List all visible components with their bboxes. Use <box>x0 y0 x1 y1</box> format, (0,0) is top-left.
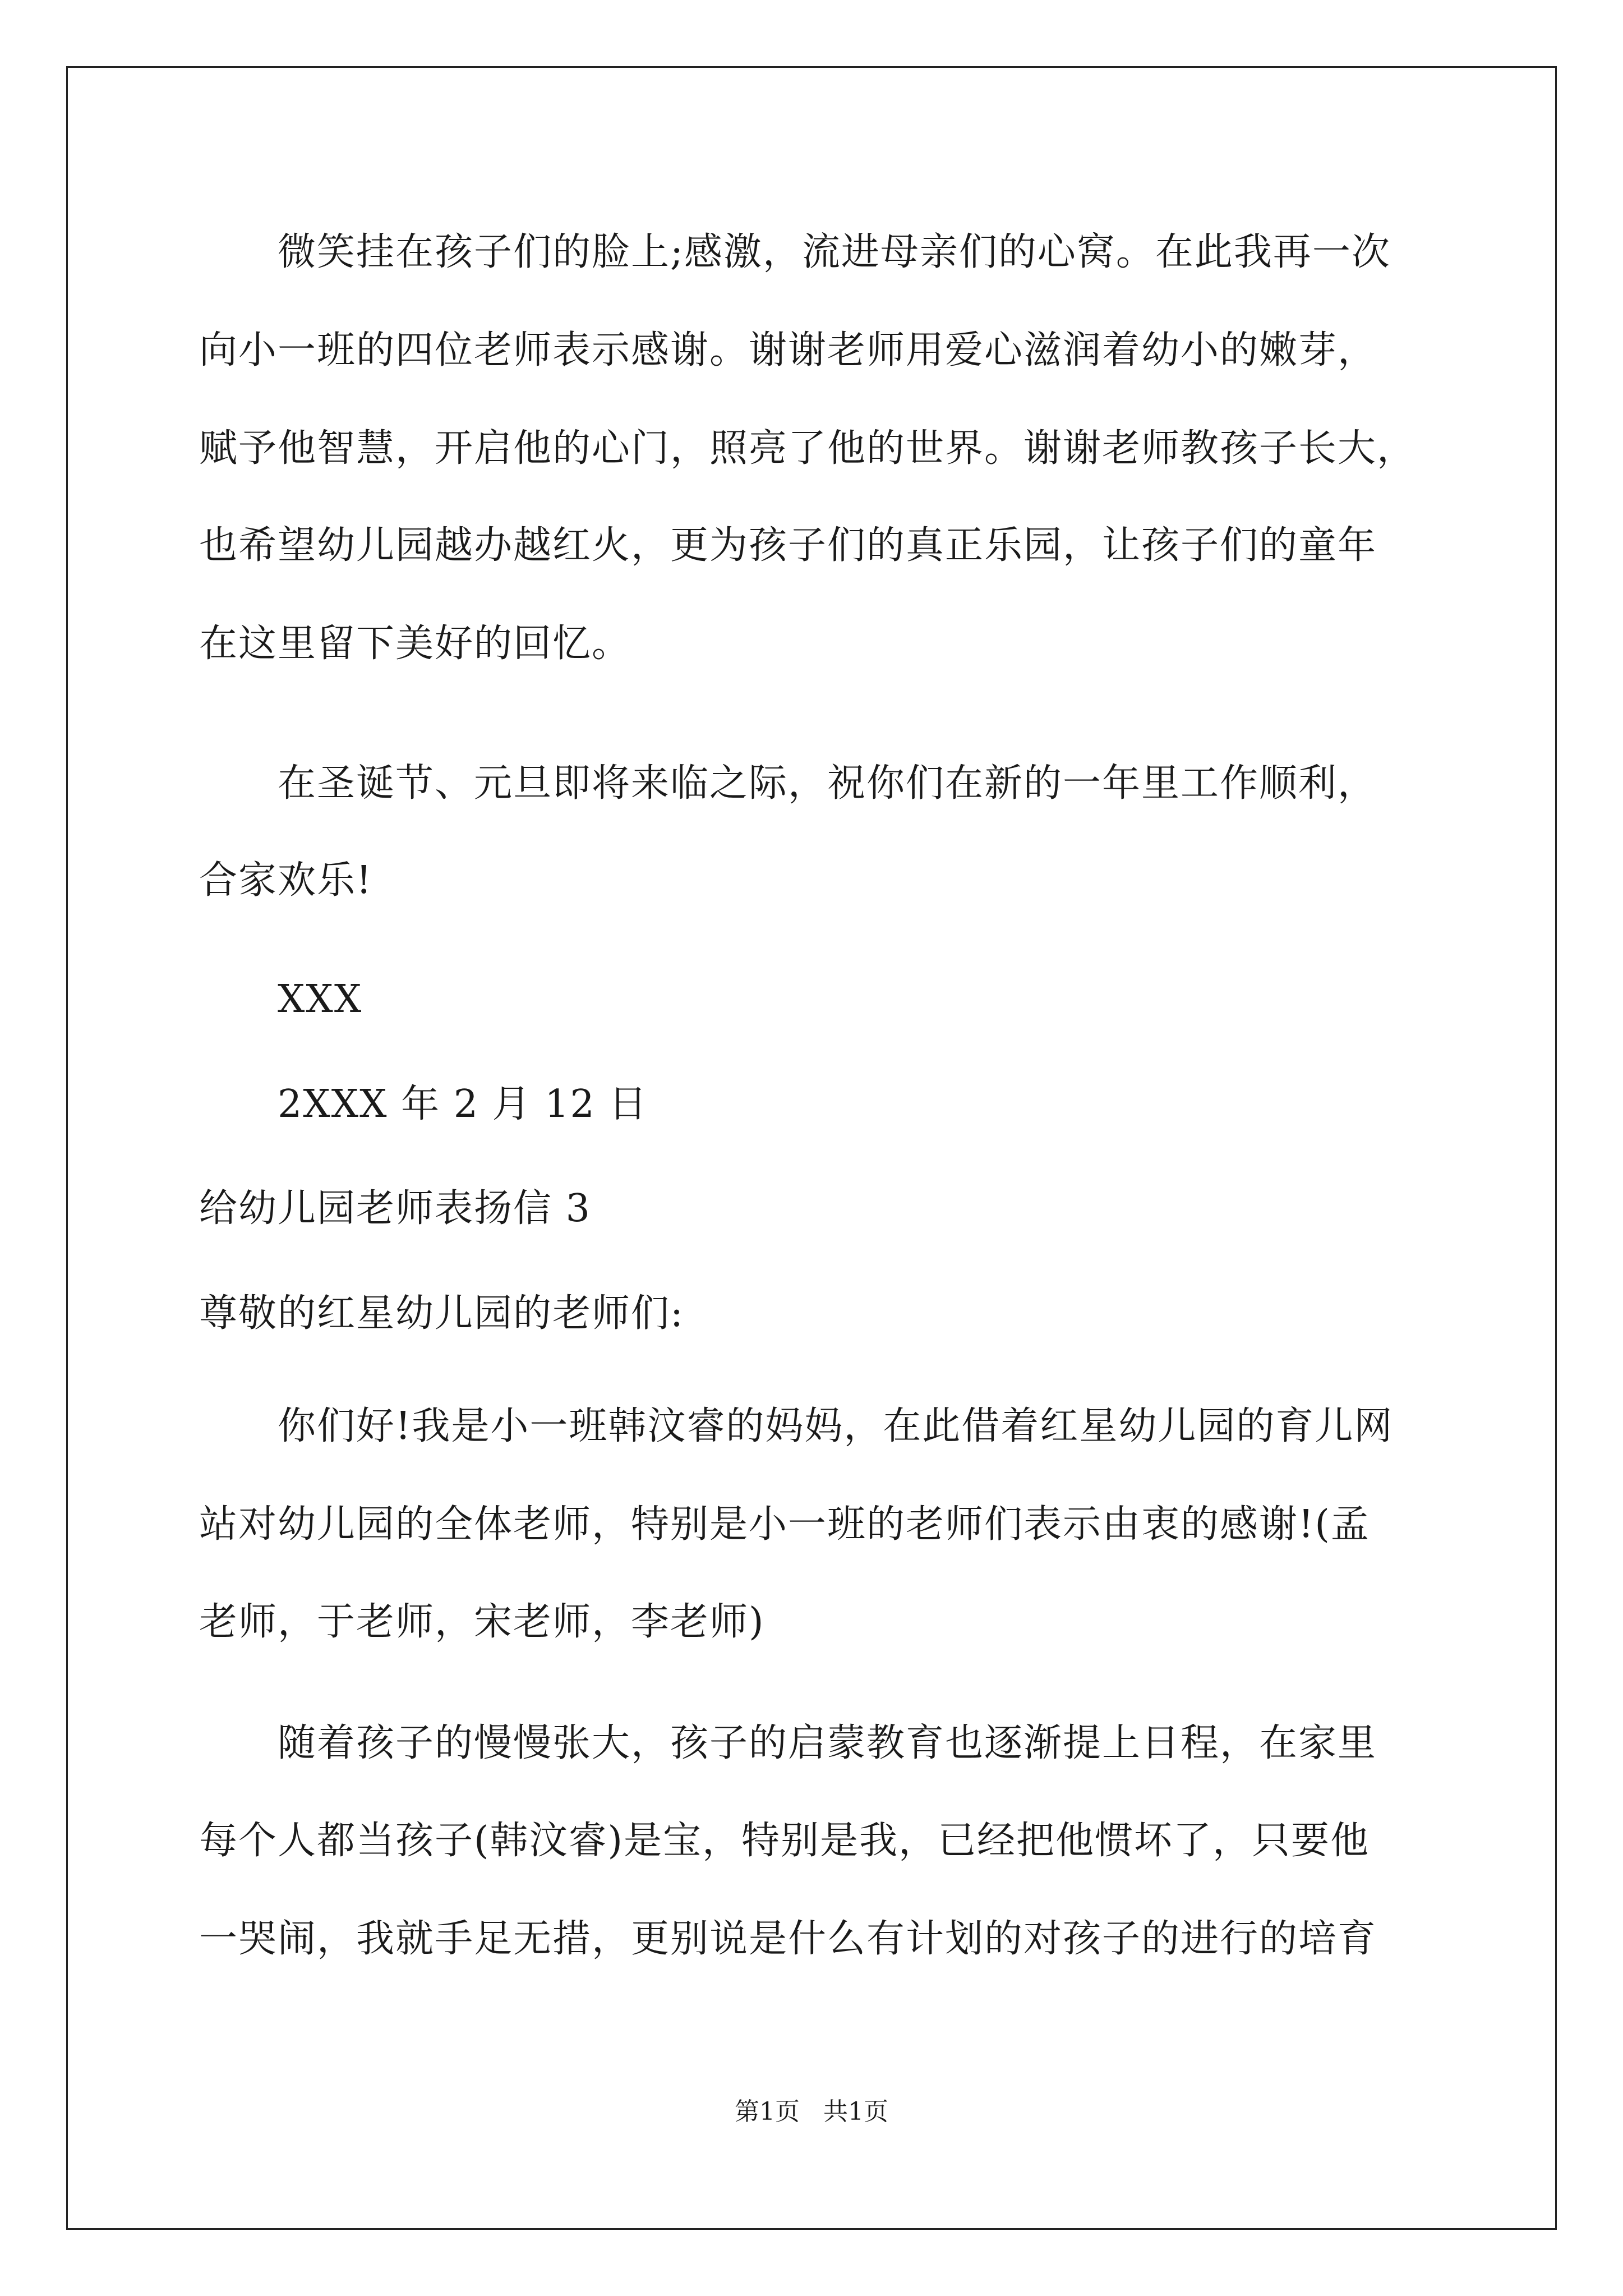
paragraph-line: 赋予他智慧，开启他的心门，照亮了他的世界。谢谢老师教孩子长大， <box>199 426 1417 471</box>
paragraph-line: 向小一班的四位老师表示感谢。谢谢老师用爱心滋润着幼小的嫩芽， <box>199 328 1377 372</box>
signature-date: 2XXX 年 2 月 12 日 <box>278 1082 648 1126</box>
page-border <box>66 66 1557 2230</box>
paragraph-line: 合家欢乐! <box>199 858 373 903</box>
paragraph-line: 也希望幼儿园越办越红火，更为孩子们的真正乐园，让孩子们的童年 <box>199 523 1377 568</box>
page-footer: 第1页 共1页 <box>735 2097 888 2126</box>
paragraph-line: 每个人都当孩子(韩汶睿)是宝，特别是我，已经把他惯坏了，只要他 <box>199 1819 1370 1863</box>
paragraph-line: 站对幼儿园的全体老师，特别是小一班的老师们表示由衷的感谢!(孟 <box>199 1502 1370 1547</box>
signature-name: XXX <box>278 977 363 1022</box>
paragraph-line: 微笑挂在孩子们的脸上;感激，流进母亲们的心窝。在此我再一次 <box>278 230 1391 274</box>
paragraph-line: 在圣诞节、元旦即将来临之际，祝你们在新的一年里工作顺利， <box>278 761 1377 806</box>
paragraph-line: 一哭闹，我就手足无措，更别说是什么有计划的对孩子的进行的培育 <box>199 1917 1377 1961</box>
salutation: 尊敬的红星幼儿园的老师们: <box>199 1291 684 1336</box>
paragraph-line: 在这里留下美好的回忆。 <box>199 622 631 666</box>
paragraph-line: 老师，于老师，宋老师，李老师) <box>199 1600 765 1644</box>
section-title: 给幼儿园老师表扬信 3 <box>199 1186 591 1231</box>
paragraph-line: 随着孩子的慢慢张大，孩子的启蒙教育也逐渐提上日程，在家里 <box>278 1721 1377 1765</box>
paragraph-line: 你们好!我是小一班韩汶睿的妈妈，在此借着红星幼儿园的育儿网 <box>278 1404 1394 1448</box>
